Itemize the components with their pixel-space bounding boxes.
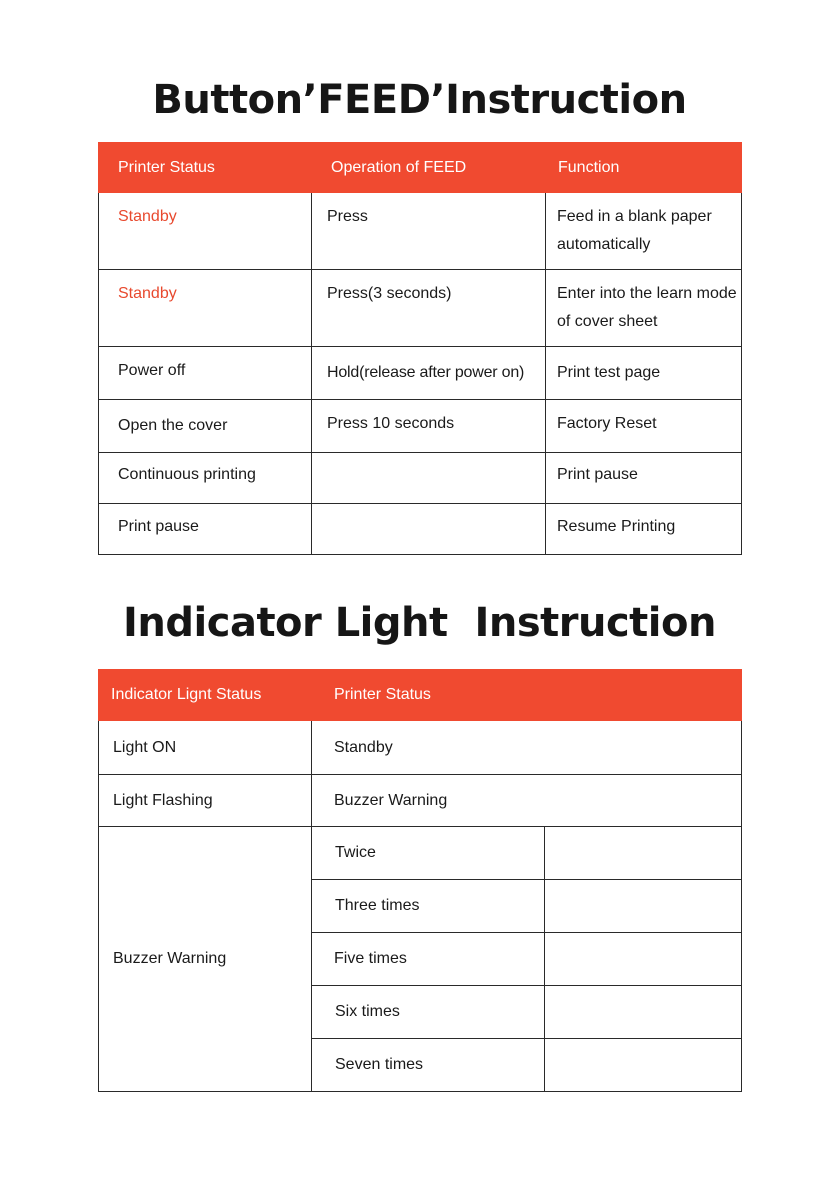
cell-function: Feed in a blank paper automatically — [546, 193, 742, 270]
header-function: Function — [546, 143, 742, 193]
cell-empty — [545, 1039, 742, 1092]
cell-buzzer-count: Three times — [312, 880, 545, 933]
table-row — [99, 270, 742, 347]
cell-function: Enter into the learn mode of cover sheet — [546, 270, 742, 347]
table-row — [99, 504, 742, 555]
cell-function: Print test page — [546, 347, 742, 400]
cell-printer-status: Standby — [99, 193, 312, 270]
cell-indicator: Light ON — [99, 721, 312, 775]
cell-printer-status: Continuous printing — [99, 453, 312, 504]
cell-printer-status: Standby — [99, 270, 312, 347]
cell-printer-status: Open the cover — [99, 400, 312, 453]
table-row — [99, 193, 742, 270]
cell-empty — [545, 880, 742, 933]
cell-function: Factory Reset — [546, 400, 742, 453]
cell-printer-status: Print pause — [99, 504, 312, 555]
header-operation-of-feed: Operation of FEED — [312, 143, 546, 193]
cell-printer-status: Buzzer Warning — [312, 775, 742, 827]
table-row — [99, 827, 742, 880]
cell-empty — [545, 986, 742, 1039]
cell-function: Resume Printing — [546, 504, 742, 555]
feed-instruction-title: Button’FEED’Instruction — [152, 77, 687, 123]
cell-function: Print pause — [546, 453, 742, 504]
table-row — [99, 775, 742, 827]
table-header-row — [99, 670, 742, 721]
cell-buzzer-warning: Buzzer Warning — [99, 827, 312, 1092]
indicator-light-title: Indicator Light Instruction — [123, 600, 716, 646]
table-row — [99, 347, 742, 400]
cell-buzzer-count: Six times — [312, 986, 545, 1039]
cell-operation — [312, 504, 546, 555]
header-printer-status: Printer Status — [312, 670, 742, 721]
cell-printer-status: Power off — [99, 347, 312, 400]
cell-operation: Press 10 seconds — [312, 400, 546, 453]
table-row — [99, 400, 742, 453]
cell-operation: Press — [312, 193, 546, 270]
cell-indicator: Light Flashing — [99, 775, 312, 827]
table-row — [99, 453, 742, 504]
cell-empty — [545, 827, 742, 880]
cell-operation: Hold(release after power on) — [312, 347, 546, 400]
cell-buzzer-count: Twice — [312, 827, 545, 880]
table-header-row — [99, 143, 742, 193]
cell-operation: Press(3 seconds) — [312, 270, 546, 347]
table-row — [99, 721, 742, 775]
cell-buzzer-count: Seven times — [312, 1039, 545, 1092]
header-printer-status: Printer Status — [99, 143, 312, 193]
cell-operation — [312, 453, 546, 504]
cell-buzzer-count: Five times — [312, 933, 545, 986]
cell-printer-status: Standby — [312, 721, 742, 775]
header-indicator-light-status: Indicator Lignt Status — [99, 670, 312, 721]
cell-empty — [545, 933, 742, 986]
feed-instruction-table — [98, 142, 742, 555]
indicator-light-table — [98, 669, 742, 1092]
